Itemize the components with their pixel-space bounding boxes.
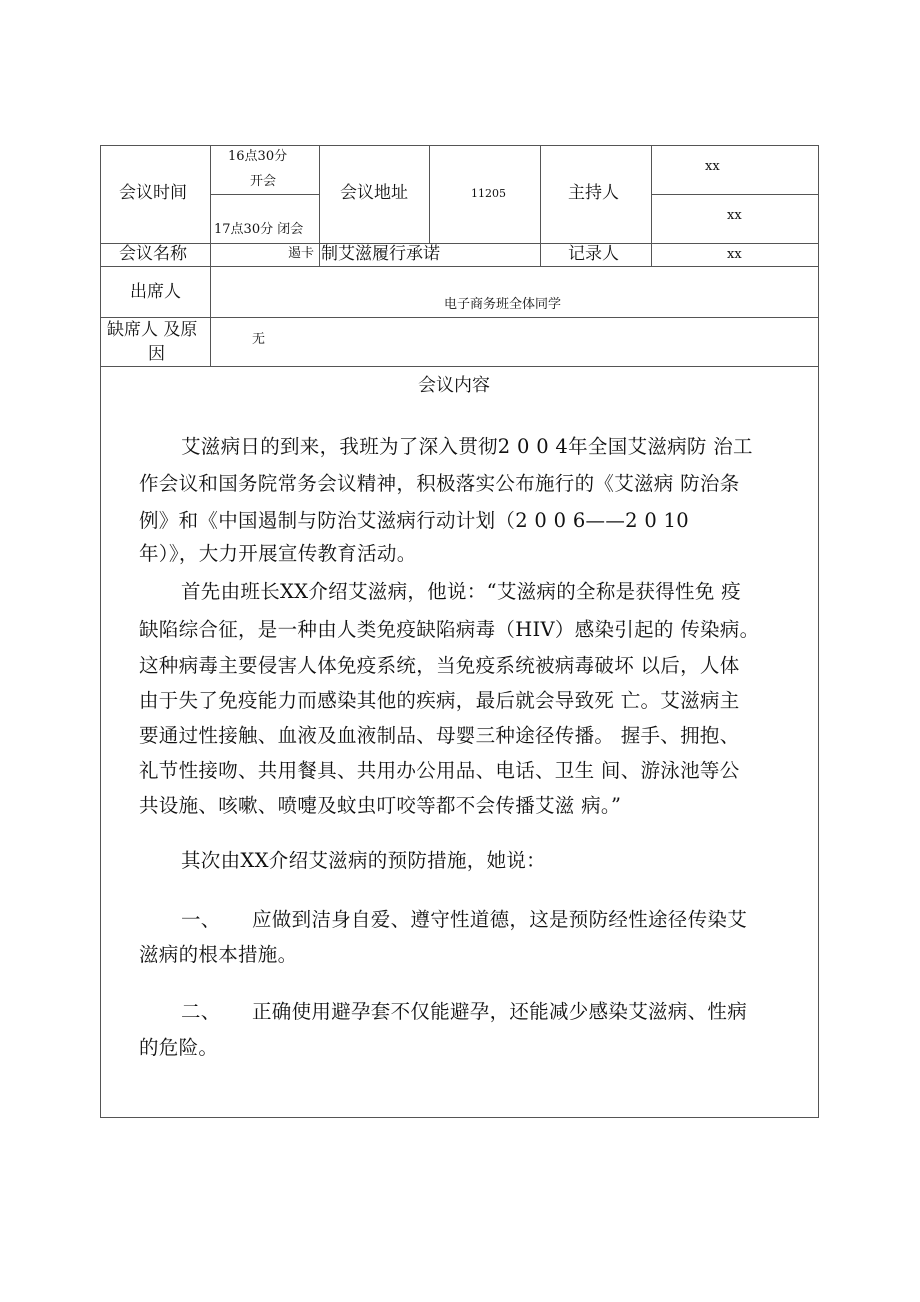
attendees-label: 出席人 [130,282,181,302]
absent-value: 无 [252,332,266,347]
location-label: 会议地址 [340,183,408,203]
host-label: 主持人 [568,183,619,203]
content-line: 艾滋病日的到来，我班为了深入贯彻2 0 0 4年全国艾滋病防 治工 [181,435,753,458]
rule-row-4 [100,366,819,367]
absent-label-line1: 缺席人 及原 [107,320,198,340]
content-line: 滋病的根本措施。 [139,943,298,966]
end-time: 17点30分 闭会 [214,222,304,237]
rule-col [319,145,320,266]
rule-col [429,145,430,243]
name-label: 会议名称 [119,244,187,264]
content-heading: 会议内容 [418,375,490,396]
recorder-value: xx [727,247,742,262]
content-line: 要通过性接触、血液及血液制品、母婴三种途径传播。 握手、拥抱、 [139,724,740,747]
content-line: 正确使用避孕套不仅能避孕，还能减少感染艾滋病、性病 [252,1000,748,1023]
host-value-1: xx [705,159,720,174]
content-line: 作会议和国务院常务会议精神，积极落实公布施行的《艾滋病 防治条 [139,472,740,495]
content-line: 礼节性接吻、共用餐具、共用办公用品、电话、卫生 间、游泳池等公 [139,759,740,782]
start-time-line2: 开会 [250,174,277,189]
rule-col [210,145,211,366]
rule-row-2 [100,266,819,267]
start-time-line1: 16点30分 [228,149,288,164]
content-line: 的危险。 [139,1036,219,1059]
name-value: 制艾滋履行承诺 [321,244,440,264]
content-line: 缺陷综合征，是一种由人类免疫缺陷病毒（HIV）感染引起的 传染病。 [139,618,760,641]
name-prefix: 遏卡 [288,246,315,261]
time-label: 会议时间 [119,183,187,203]
rule-col [540,145,541,266]
content-line: 共设施、咳嗽、喷嚏及蚊虫叮咬等都不会传播艾滋 病。” [139,794,622,817]
content-line: 由于失了免疫能力而感染其他的疾病，最后就会导致死 亡。艾滋病主 [139,689,740,712]
rule-row-3 [100,317,819,318]
rule-row-1 [100,243,819,244]
rule-col [651,145,652,266]
content-line: 年）》，大力开展宣传教育活动。 [139,542,417,565]
host-value-2: xx [727,208,742,223]
content-line: 首先由班长XX介绍艾滋病，他说：“艾滋病的全称是获得性免 疫 [181,580,741,603]
list-marker-2: 二、 [181,1000,221,1023]
absent-label-line2: 因 [148,344,165,364]
recorder-label: 记录人 [568,244,619,264]
rule-row-split [210,194,319,195]
content-line: 其次由XX介绍艾滋病的预防措施，她说： [181,849,546,872]
content-line: 例》和《中国遏制与防治艾滋病行动计划（2 0 0 6——2 0 10 [139,509,689,532]
list-marker-1: 一、 [181,908,221,931]
content-line: 应做到洁身自爱、遵守性道德，这是预防经性途径传染艾 [252,908,748,931]
content-line: 这种病毒主要侵害人体免疫系统，当免疫系统被病毒破坏 以后，人体 [139,654,740,677]
rule-row-split [651,194,819,195]
attendees-value: 电子商务班全体同学 [444,297,562,312]
location-value: 11205 [471,187,506,200]
